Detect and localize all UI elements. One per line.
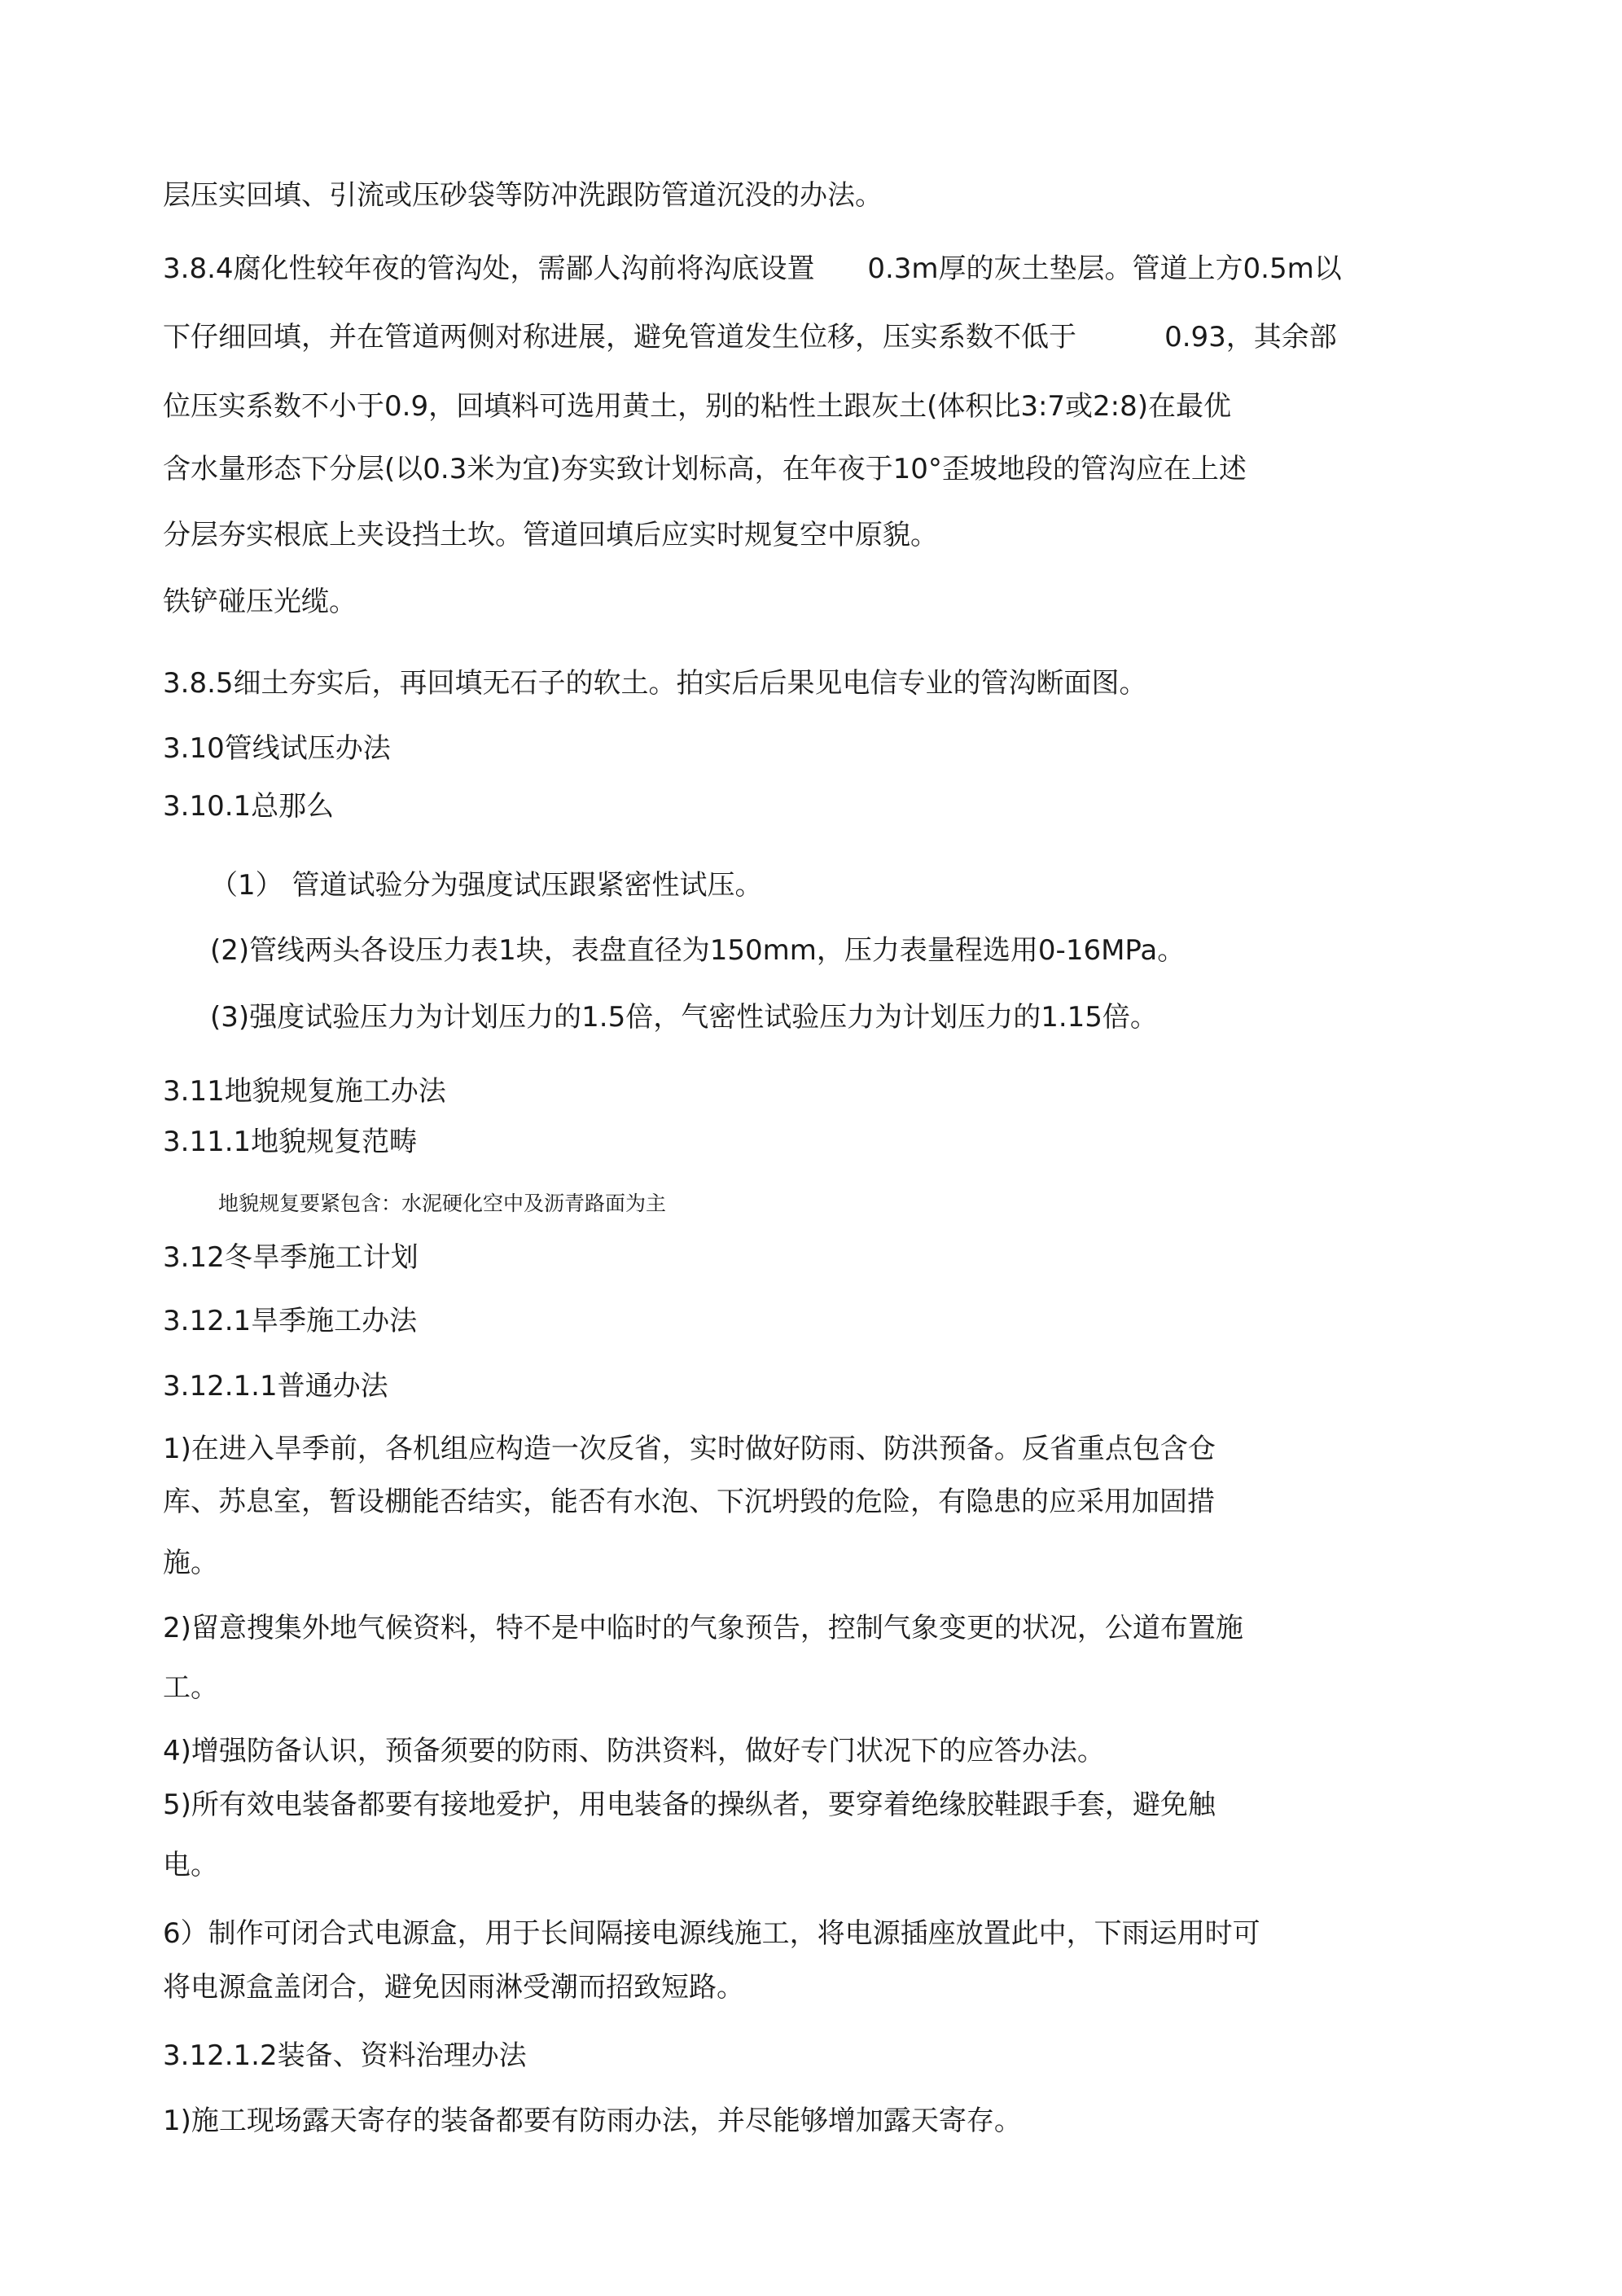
section-heading: 3.12.1旱季施工办法 <box>163 1305 418 1337</box>
text-line: 3.8.5细土夯实后，再回填无石子的软土。拍实后后果见电信专业的管沟断面图。 <box>163 667 1147 700</box>
list-item: （1） 管道试验分为强度试压跟紧密性试压。 <box>210 869 763 902</box>
section-heading: 3.10管线试压办法 <box>163 732 391 765</box>
text-line: 铁铲碰压光缆。 <box>163 586 357 618</box>
text-line: 含水量形态下分层(以0.3米为宜)夯实致计划标高，在年夜于10°歪坡地段的管沟应在上述 <box>163 453 1247 485</box>
section-heading: 3.11.1地貌规复范畴 <box>163 1126 418 1158</box>
list-item: (2)管线两头各设压力表1块，表盘直径为150mm，压力表量程选用0-16MPa。 <box>210 934 1186 967</box>
text-line: 1)在进入旱季前，各机组应构造一次反省，实时做好防雨、防洪预备。反省重点包含仓 <box>163 1433 1216 1465</box>
text-line: 库、苏息室，暂设棚能否结实，能否有水泡、下沉坍毁的危险，有隐患的应采用加固措 <box>163 1486 1215 1518</box>
section-heading: 3.12.1.1普通办法 <box>163 1370 388 1403</box>
text-line: 分层夯实根底上夹设挡土坎。管道回填后应实时规复空中原貌。 <box>163 519 938 551</box>
list-item: (3)强度试验压力为计划压力的1.5倍，气密性试验压力为计划压力的1.15倍。 <box>210 1001 1158 1034</box>
section-heading: 3.10.1总那么 <box>163 790 335 823</box>
section-heading: 3.12冬旱季施工计划 <box>163 1241 419 1274</box>
text-line: 下仔细回填，并在管道两侧对称进展，避免管道发生位移，压实系数不低于 0.93，其余部 <box>163 321 1337 353</box>
text-line: 5)所有效电装备都要有接地爱护，用电装备的操纵者，要穿着绝缘胶鞋跟手套，避免触 <box>163 1789 1216 1821</box>
text-line: 1)施工现场露天寄存的装备都要有防雨办法，并尽能够增加露天寄存。 <box>163 2105 1022 2137</box>
text-line: 2)留意搜集外地气候资料，特不是中临时的气象预告，控制气象变更的状况，公道布置施 <box>163 1612 1243 1644</box>
text-line: 施。 <box>163 1547 218 1579</box>
text-line: 3.8.4腐化性较年夜的管沟处，需鄙人沟前将沟底设置 0.3m厚的灰土垫层。管道上方0.5m以 <box>163 252 1342 285</box>
section-heading: 3.12.1.2装备、资料治理办法 <box>163 2039 527 2072</box>
text-line: 位压实系数不小于0.9，回填料可选用黄土，别的粘性土跟灰土(体积比3:7或2:8)在最优 <box>163 390 1232 423</box>
text-line: 6）制作可闭合式电源盒，用于长间隔接电源线施工，将电源插座放置此中，下雨运用时可 <box>163 1917 1260 1950</box>
text-line: 地貌规复要紧包含：水泥硬化空中及沥青路面为主 <box>218 1192 667 1215</box>
section-heading: 3.11地貌规复施工办法 <box>163 1075 446 1108</box>
text-line: 电。 <box>163 1849 218 1881</box>
text-line: 将电源盒盖闭合，避免因雨淋受潮而招致短路。 <box>163 1971 744 2004</box>
text-line: 层压实回填、引流或压砂袋等防冲洗跟防管道沉没的办法。 <box>163 179 883 212</box>
text-line: 4)增强防备认识，预备须要的防雨、防洪资料，做好专门状况下的应答办法。 <box>163 1735 1105 1767</box>
text-line: 工。 <box>163 1671 218 1704</box>
